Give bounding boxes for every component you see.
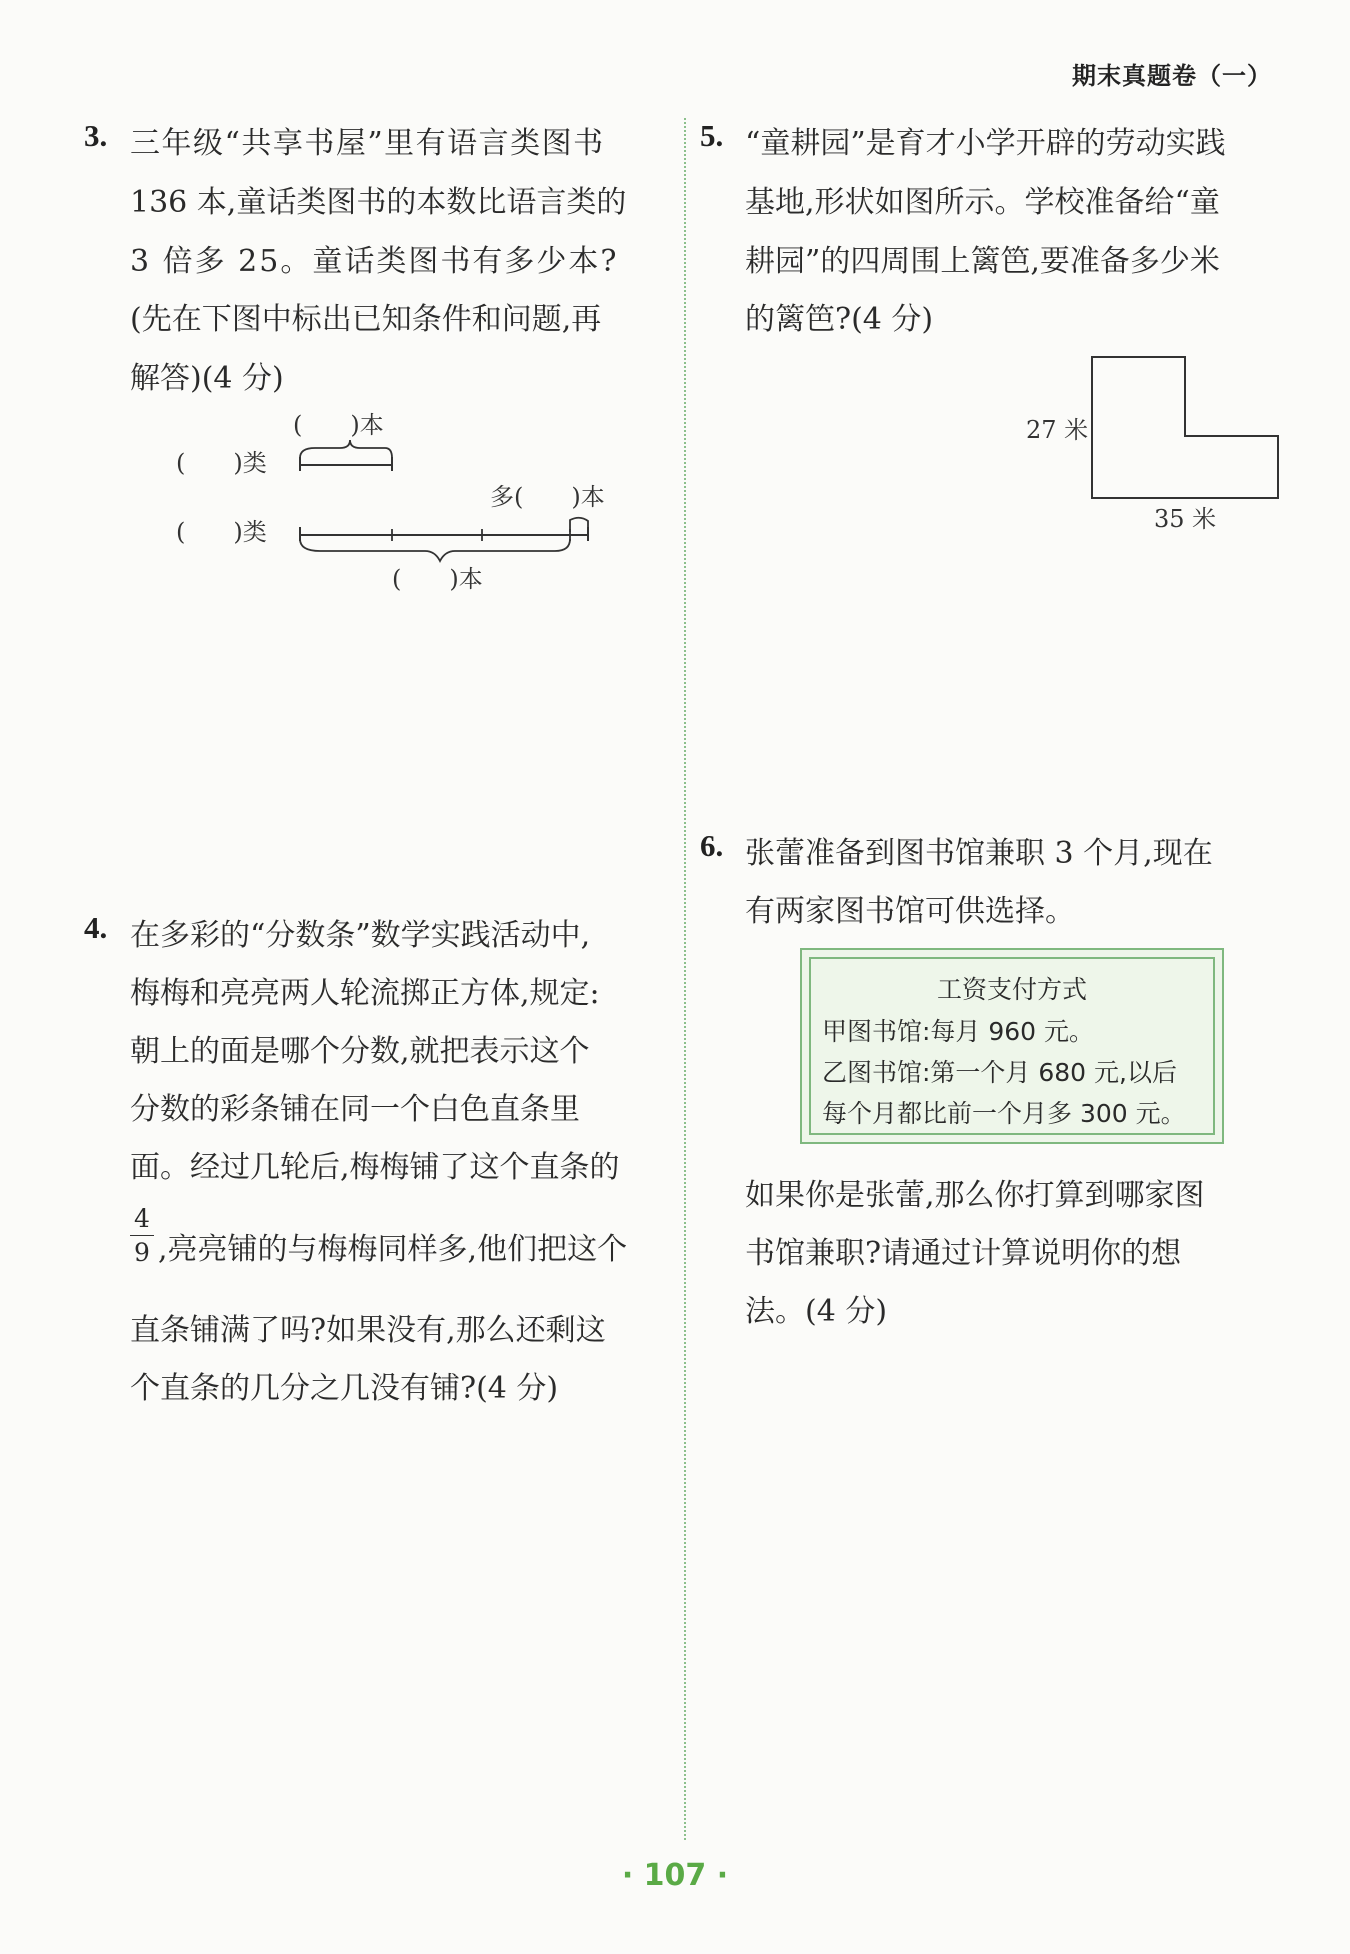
q3-line-2: 136 本,童话类图书的本数比语言类的 <box>130 185 627 220</box>
fraction-numerator: 4 <box>134 1204 150 1233</box>
q5-line-1: “童耕园”是育才小学开辟的劳动实践 <box>745 126 1226 161</box>
q4-line-1: 在多彩的“分数条”数学实践活动中, <box>130 918 591 953</box>
fraction-denominator: 9 <box>134 1238 150 1267</box>
q3-line-5: 解答)(4 分) <box>130 361 284 396</box>
q3-number: 3. <box>84 118 108 153</box>
q3-more-label: 多( )本 <box>490 483 605 511</box>
fraction-bar <box>130 1235 154 1236</box>
q4-number: 4. <box>84 910 108 945</box>
q4-fraction-line: ,亮亮铺的与梅梅同样多,他们把这个 <box>158 1232 628 1267</box>
q3-line-4: (先在下图中标出已知条件和问题,再 <box>130 302 602 337</box>
q3-line-1: 三年级“共享书屋”里有语言类图书 <box>130 126 605 161</box>
q4-fraction <box>130 1206 154 1265</box>
wage-box-title: 工资支付方式 <box>936 975 1087 1004</box>
q5-l-shape <box>1092 357 1278 498</box>
q3-bottom-label: ( )本 <box>392 565 483 593</box>
q3-more-brace <box>570 518 588 532</box>
page-header-title: 期末真题卷（一） <box>1072 62 1272 90</box>
q4-line-5: 面。经过几轮后,梅梅铺了这个直条的 <box>130 1150 620 1185</box>
q5-height-label: 27 米 <box>1026 416 1089 444</box>
q6-line-5: 法。(4 分) <box>745 1294 888 1329</box>
q3-row1-label: ( )类 <box>176 449 267 477</box>
q3-segment-diagram <box>160 405 640 605</box>
q5-width-label: 35 米 <box>1154 505 1217 533</box>
q5-number: 5. <box>700 118 724 153</box>
column-divider <box>684 118 686 1840</box>
q3-top-brace <box>300 440 392 458</box>
q5-line-2: 基地,形状如图所示。学校准备给“童 <box>745 185 1220 220</box>
q6-line-3: 如果你是张蕾,那么你打算到哪家图 <box>745 1178 1205 1213</box>
q4-line-2: 梅梅和亮亮两人轮流掷正方体,规定: <box>130 976 600 1011</box>
q5-line-3: 耕园”的四周围上篱笆,要准备多少米 <box>745 244 1220 279</box>
q6-number: 6. <box>700 828 724 863</box>
q5-line-4: 的篱笆?(4 分) <box>745 302 934 337</box>
q4-line-6: 直条铺满了吗?如果没有,那么还剩这 <box>130 1313 606 1348</box>
q4-line-7: 个直条的几分之几没有铺?(4 分) <box>130 1371 559 1406</box>
wage-line-a: 甲图书馆:每月 960 元。 <box>822 1017 1095 1046</box>
q3-row2-label: ( )类 <box>176 518 267 546</box>
q6-line-2: 有两家图书馆可供选择。 <box>745 894 1075 929</box>
q5-garden-figure <box>1010 350 1290 540</box>
wage-line-c: 每个月都比前一个月多 300 元。 <box>822 1099 1186 1128</box>
q4-line-4: 分数的彩条铺在同一个白色直条里 <box>130 1092 580 1127</box>
q3-line-3: 3 倍多 25。童话类图书有多少本? <box>130 244 619 279</box>
q6-line-1: 张蕾准备到图书馆兼职 3 个月,现在 <box>745 836 1213 871</box>
page-number: · 107 · <box>621 1858 729 1893</box>
q3-bottom-brace <box>300 539 570 561</box>
q4-line-3: 朝上的面是哪个分数,就把表示这个 <box>130 1034 590 1069</box>
q6-line-4: 书馆兼职?请通过计算说明你的想 <box>745 1236 1182 1271</box>
wage-line-b: 乙图书馆:第一个月 680 元,以后 <box>822 1058 1177 1087</box>
q3-top-label: ( )本 <box>293 411 384 439</box>
wage-payment-box <box>800 948 1224 1144</box>
